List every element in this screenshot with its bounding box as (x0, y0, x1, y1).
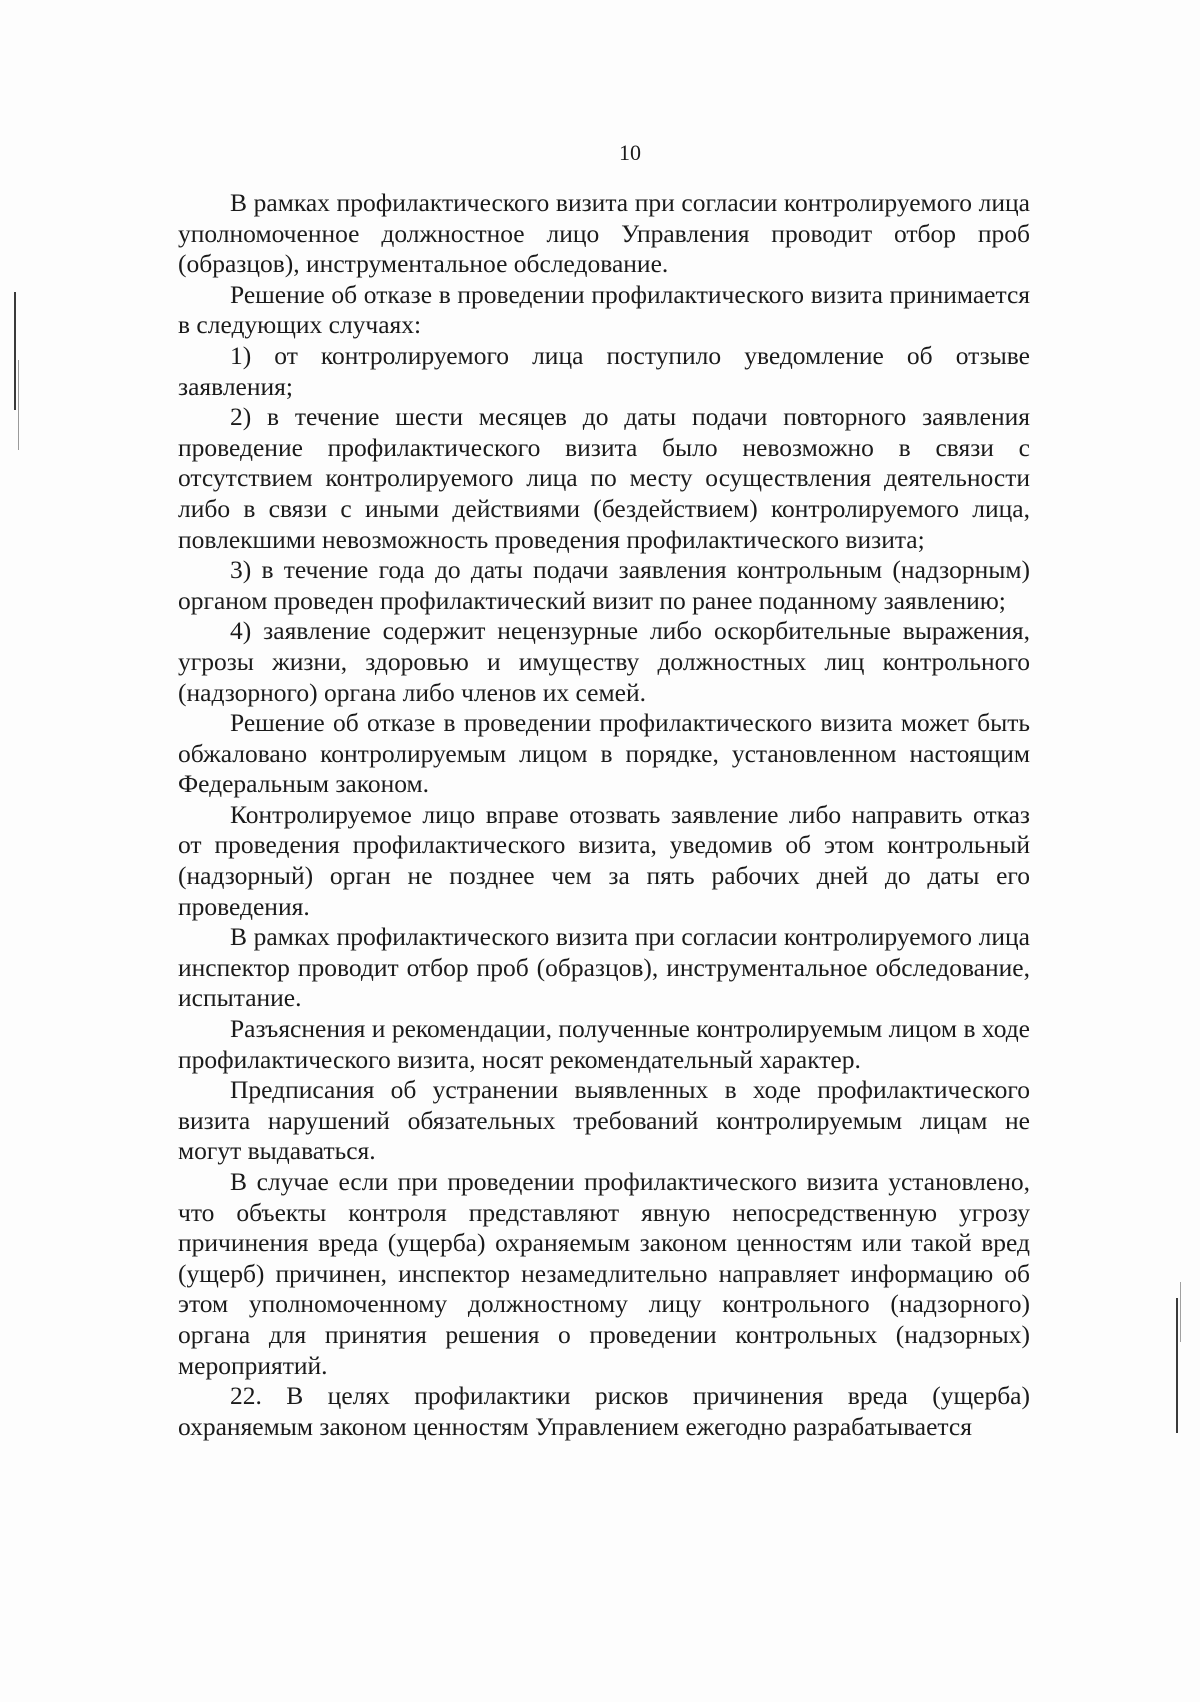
paragraph-prescriptions: Предписания об устранении выявленных в ходе профилактического визита нарушений обязательных требований контролируемым лицам не могут выдаваться. (178, 1075, 1030, 1166)
scan-artifact-right-faint (1180, 1282, 1181, 1342)
paragraph-threat-case: В случае если при проведении профилактического визита установлено, что объекты контроля представляют явную непосредственную угрозу причинения вреда (ущерба) охраняемым законом ценностям или такой вред (ущерб) причинен, инспектор незамедлительно направляет информацию об этом уполномоченному должностному лицу контрольного (надзорного) органа для принятия решения о проведении контрольных (надзорных) мероприятий. (178, 1167, 1030, 1380)
scan-artifact-right (1176, 1298, 1178, 1433)
paragraph-withdrawal: Контролируемое лицо вправе отозвать заявление либо направить отказ от проведения профилактического визита, уведомив об этом контрольный (надзорный) орган не позднее чем за пять рабочих дней до даты его проведения. (178, 799, 1030, 921)
scan-artifact-left-faint (18, 360, 19, 450)
paragraph-inspector-sampling: В рамках профилактического визита при согласии контролируемого лица инспектор проводит отбор проб (образцов), инструментальное обследование, испытание. (178, 922, 1030, 1013)
paragraph-sampling-consent: В рамках профилактического визита при согласии контролируемого лица уполномоченное должностное лицо Управления проводит отбор проб (образцов), инструментальное обследование. (178, 188, 1030, 279)
paragraph-case-1: 1) от контролируемого лица поступило уведомление об отзыве заявления; (178, 340, 1030, 401)
paragraph-recommendations: Разъяснения и рекомендации, полученные контролируемым лицом в ходе профилактического визита, носят рекомендательный характер. (178, 1014, 1030, 1074)
paragraph-case-3: 3) в течение года до даты подачи заявления контрольным (надзорным) органом проведен профилактический визит по ранее поданному заявлению; (178, 555, 1030, 615)
paragraph-case-4: 4) заявление содержит нецензурные либо оскорбительные выражения, угрозы жизни, здоровью и имуществу должностных лиц контрольного (надзорного) органа либо членов их семей. (178, 616, 1030, 707)
scan-artifact-left (14, 292, 16, 410)
paragraph-case-2: 2) в течение шести месяцев до даты подачи повторного заявления проведение профилактического визита было невозможно в связи с отсутствием контролируемого лица по месту осуществления деятельности либо в связи с иными действиями (бездействием) контролируемого лица, повлекшими невозможность проведения профилактического визита; (178, 402, 1030, 554)
page-number: 10 (619, 140, 641, 165)
paragraph-appeal: Решение об отказе в проведении профилактического визита может быть обжаловано контролируемым лицом в порядке, установленном настоящим Федеральным законом. (178, 708, 1030, 799)
paragraph-refusal-cases-intro: Решение об отказе в проведении профилактического визита принимается в следующих случаях: (178, 279, 1030, 340)
document-body (178, 188, 1030, 1442)
paragraph-item-22: 22. В целях профилактики рисков причинения вреда (ущерба) охраняемым законом ценностям Управлением ежегодно разрабатывается (178, 1381, 1030, 1441)
